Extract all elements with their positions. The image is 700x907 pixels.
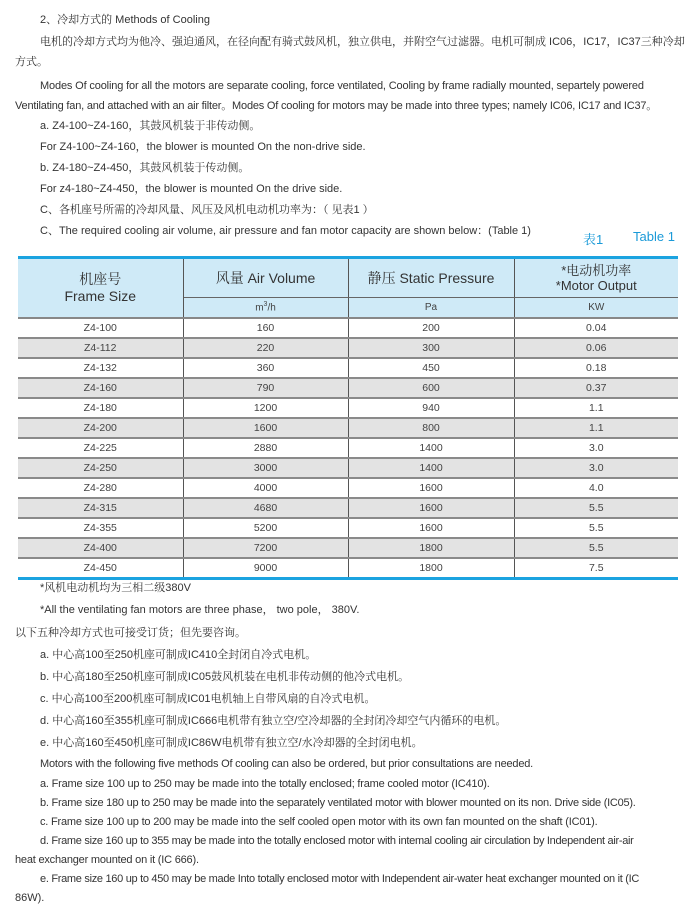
table-row bbox=[18, 338, 678, 358]
table-row bbox=[18, 558, 678, 579]
cell-air-volume: 1200 bbox=[183, 398, 348, 418]
cell-static-pressure: 940 bbox=[348, 398, 514, 418]
item-b-en: For z4-180~Z4-450，the blower is mounted On the drive side. bbox=[40, 183, 343, 195]
cell-air-volume: 160 bbox=[183, 318, 348, 338]
cell-air-volume: 9000 bbox=[183, 558, 348, 579]
cell-frame: Z4-180 bbox=[18, 398, 183, 418]
intro-cn-line2: 方式。 bbox=[15, 56, 48, 68]
cell-static-pressure: 1400 bbox=[348, 458, 514, 478]
item-c-cn: C、各机座号所需的冷却风量、风压及风机电动机功率为：（ 见表1 ） bbox=[40, 204, 374, 216]
cell-air-volume: 4000 bbox=[183, 478, 348, 498]
header-motor-cn: *电动机功率 bbox=[561, 263, 632, 278]
cell-air-volume: 360 bbox=[183, 358, 348, 378]
header-air-volume: 风量 Air Volume bbox=[183, 258, 348, 298]
other-en-e2: 86W). bbox=[15, 892, 45, 904]
header-frame-cn: 机座号 bbox=[79, 271, 122, 287]
table-row bbox=[18, 438, 678, 458]
cell-air-volume: 5200 bbox=[183, 518, 348, 538]
table-caption-cn: 表1 bbox=[583, 232, 604, 247]
cell-air-volume: 3000 bbox=[183, 458, 348, 478]
note-en: *All the ventilating fan motors are three phase， two pole， 380V. bbox=[40, 604, 360, 616]
cell-static-pressure: 800 bbox=[348, 418, 514, 438]
cell-frame: Z4-400 bbox=[18, 538, 183, 558]
cell-static-pressure: 1600 bbox=[348, 478, 514, 498]
cell-static-pressure: 600 bbox=[348, 378, 514, 398]
other-cn-c: c. 中心高100至200机座可制成IC01电机轴上自带风扇的自冷式电机。 bbox=[40, 693, 376, 705]
cell-air-volume: 2880 bbox=[183, 438, 348, 458]
cell-air-volume: 220 bbox=[183, 338, 348, 358]
cell-air-volume: 4680 bbox=[183, 498, 348, 518]
other-cn-d: d. 中心高160至355机座可制成IC666电机带有独立空/空冷却器的全封闭冷却空气内循环的电机。 bbox=[40, 715, 507, 727]
cell-motor-output: 0.37 bbox=[514, 378, 678, 398]
other-en-d2: heat exchanger mounted on it (IC 666). bbox=[15, 854, 199, 866]
cell-static-pressure: 1400 bbox=[348, 438, 514, 458]
table-row bbox=[18, 358, 678, 378]
cell-motor-output: 5.5 bbox=[514, 498, 678, 518]
cell-static-pressure: 200 bbox=[348, 318, 514, 338]
header-motor-output bbox=[514, 258, 678, 298]
cell-frame: Z4-225 bbox=[18, 438, 183, 458]
cell-static-pressure: 300 bbox=[348, 338, 514, 358]
other-en-c: c. Frame size 100 up to 200 may be made into the self cooled open motor with its own fan mounted on the shaft (IC01). bbox=[40, 816, 598, 828]
table-row bbox=[18, 418, 678, 438]
item-a-cn: a. Z4-100~Z4-160，其鼓风机装于非传动侧。 bbox=[40, 120, 261, 132]
cell-frame: Z4-250 bbox=[18, 458, 183, 478]
table-row bbox=[18, 318, 678, 338]
cell-frame: Z4-100 bbox=[18, 318, 183, 338]
table-row bbox=[18, 378, 678, 398]
cell-static-pressure: 1800 bbox=[348, 558, 514, 579]
cell-static-pressure: 1600 bbox=[348, 498, 514, 518]
other-en-a: a. Frame size 100 up to 250 may be made into the totally enclosed; frame cooled motor (IC410). bbox=[40, 778, 490, 790]
cell-motor-output: 5.5 bbox=[514, 538, 678, 558]
cell-motor-output: 0.06 bbox=[514, 338, 678, 358]
other-en-intro: Motors with the following five methods Of cooling can also be ordered, but prior consultations are needed. bbox=[40, 758, 534, 770]
cell-frame: Z4-315 bbox=[18, 498, 183, 518]
cell-motor-output: 5.5 bbox=[514, 518, 678, 538]
cell-frame: Z4-450 bbox=[18, 558, 183, 579]
unit-air-volume bbox=[183, 298, 348, 319]
table-row bbox=[18, 478, 678, 498]
cell-air-volume: 7200 bbox=[183, 538, 348, 558]
other-cn-b: b. 中心高180至250机座可制成IC05鼓风机装在电机非传动侧的他冷式电机。 bbox=[40, 671, 410, 683]
table-row bbox=[18, 458, 678, 478]
table-row bbox=[18, 538, 678, 558]
cell-static-pressure: 1800 bbox=[348, 538, 514, 558]
cell-frame: Z4-112 bbox=[18, 338, 183, 358]
note-cn: *风机电动机均为三相二级380V bbox=[40, 582, 191, 594]
cell-motor-output: 1.1 bbox=[514, 398, 678, 418]
table-caption-en: Table 1 bbox=[633, 229, 675, 244]
cell-motor-output: 3.0 bbox=[514, 438, 678, 458]
other-en-e1: e. Frame size 160 up to 450 may be made Into totally enclosed motor with Independent air-water heat exchanger mounted on it (IC bbox=[40, 873, 640, 885]
other-cn-a: a. 中心高100至250机座可制成IC410全封闭自冷式电机。 bbox=[40, 649, 317, 661]
header-frame-en: Frame Size bbox=[64, 288, 137, 304]
cell-motor-output: 4.0 bbox=[514, 478, 678, 498]
table-row bbox=[18, 498, 678, 518]
intro-en-line2: Ventilating fan, and attached with an air filter。Modes Of cooling for motors may be made into three types; namely IC06, IC17 and IC37。 bbox=[15, 100, 658, 112]
header-motor-en: *Motor Output bbox=[555, 278, 637, 293]
other-en-d1: d. Frame size 160 up to 355 may be made into the totally enclosed motor with intemal cooling air circulation by Independent air-air bbox=[40, 835, 634, 847]
cell-motor-output: 0.04 bbox=[514, 318, 678, 338]
item-b-cn: b. Z4-180~Z4-450，其鼓风机装于传动侧。 bbox=[40, 162, 250, 174]
cell-frame: Z4-160 bbox=[18, 378, 183, 398]
item-c-en: C、The required cooling air volume, air pressure and fan motor capacity are shown below：(Table 1) bbox=[40, 225, 531, 237]
item-a-en: For Z4-100~Z4-160，the blower is mounted On the non-drive side. bbox=[40, 141, 366, 153]
cell-motor-output: 1.1 bbox=[514, 418, 678, 438]
other-en-b: b. Frame size 180 up to 250 may be made into the separately ventilated motor with blower mounted on its non. Drive side (IC05). bbox=[40, 797, 636, 809]
cell-frame: Z4-355 bbox=[18, 518, 183, 538]
section-title: 2、冷却方式的 Methods of Cooling bbox=[40, 14, 210, 26]
unit-motor-output: KW bbox=[514, 298, 678, 319]
cell-motor-output: 3.0 bbox=[514, 458, 678, 478]
unit-air-tail: /h bbox=[267, 302, 276, 314]
intro-en-line1: Modes Of cooling for all the motors are separate cooling, force ventilated, Cooling by frame radially mounted, separtely powered bbox=[40, 80, 644, 92]
unit-air-base: m bbox=[255, 302, 264, 314]
header-frame-size bbox=[18, 258, 183, 319]
cell-air-volume: 790 bbox=[183, 378, 348, 398]
cell-static-pressure: 1600 bbox=[348, 518, 514, 538]
cell-air-volume: 1600 bbox=[183, 418, 348, 438]
header-static-pressure: 静压 Static Pressure bbox=[348, 258, 514, 298]
table-row bbox=[18, 518, 678, 538]
cooling-table bbox=[18, 256, 678, 580]
cell-frame: Z4-132 bbox=[18, 358, 183, 378]
cell-frame: Z4-280 bbox=[18, 478, 183, 498]
cell-static-pressure: 450 bbox=[348, 358, 514, 378]
unit-static-pressure: Pa bbox=[348, 298, 514, 319]
intro-cn-line1: 电机的冷却方式均为他冷、强迫通风，在径向配有骑式鼓风机，独立供电，并附空气过滤器。电机可制成 IC06，IC17，IC37三种冷却 bbox=[40, 36, 685, 48]
cell-frame: Z4-200 bbox=[18, 418, 183, 438]
cell-motor-output: 7.5 bbox=[514, 558, 678, 579]
other-cn-intro: 以下五种冷却方式也可接受订货；但先要咨询。 bbox=[15, 627, 246, 639]
unit-air-sup: 3 bbox=[263, 301, 268, 309]
table-row bbox=[18, 398, 678, 418]
cell-motor-output: 0.18 bbox=[514, 358, 678, 378]
other-cn-e: e. 中心高160至450机座可制成IC86W电机带有独立空/水冷却器的全封闭电机。 bbox=[40, 737, 423, 749]
